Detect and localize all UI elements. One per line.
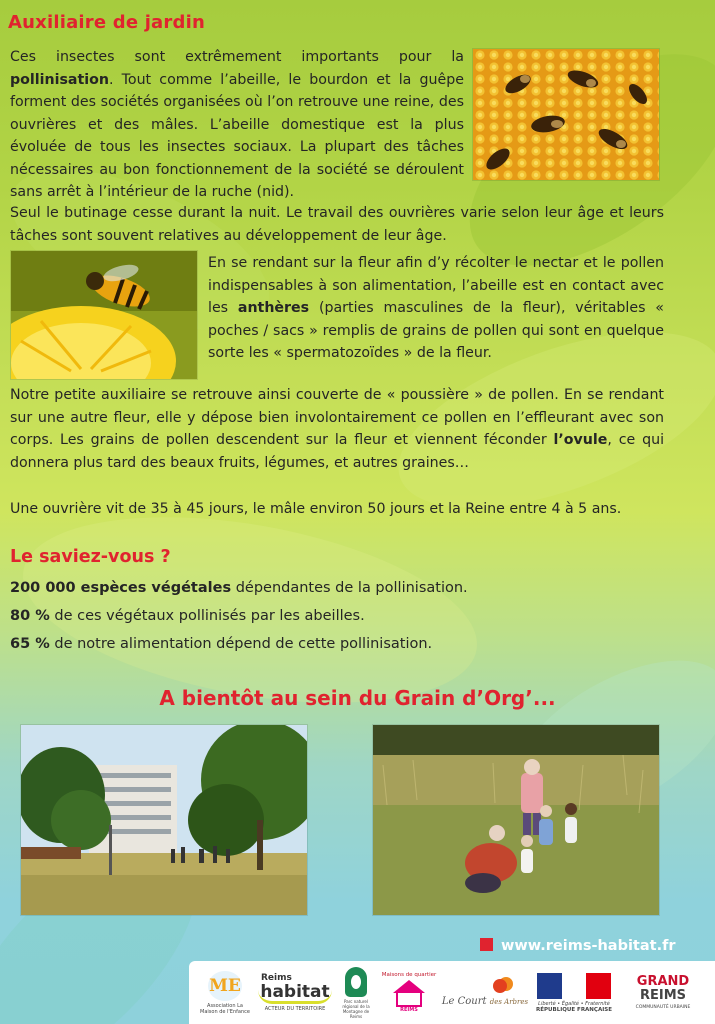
section-title-auxiliaire: Auxiliaire de jardin — [8, 12, 205, 33]
bee-on-flower-photo — [10, 250, 198, 380]
fact-item: 65 % de notre alimentation dépend de cette pollinisation. — [10, 636, 433, 652]
grand-reims-logo: GRAND REIMS COMMUNAUTÉ URBAINE — [635, 973, 691, 1010]
reims-habitat-logo: Reims habitat ACTEUR DU TERRITOIRE — [260, 973, 330, 1012]
fact-item: 200 000 espèces végétales dépendantes de la pollinisation. — [10, 580, 468, 596]
pollen-paragraph: Notre petite auxiliaire se retrouve ainsi couverte de « poussière » de pollen. En se rendant sur une autre fleur, elle y dépose bien involontairement ce pollen en l’effleurant avec son corps. Les grains de pollen descendent sur la fleur et viennent féconder l’ovule, ce qui donnera plus tard des beaux fruits, légumes, et autres graines… — [10, 387, 665, 471]
parc-naturel-logo: Parc naturel régional de la Montagne de Reims — [339, 961, 373, 1024]
republique-francaise-logo: Liberté • Égalité • Fraternité RÉPUBLIQUE FRANÇAISE — [533, 961, 615, 1024]
grain-dorg-heading: A bientôt au sein du Grain d’Org’... — [159, 686, 556, 710]
court-des-arbres-logo: Le Court des Arbres — [445, 961, 525, 1024]
website-link[interactable]: www.reims-habitat.fr — [480, 938, 676, 954]
honeycomb-bees-photo — [472, 48, 660, 181]
park-building-photo — [20, 724, 308, 916]
intro-paragraph: Ces insectes sont extrêmement importants pour la pollinisation. Tout comme l’abeille, le bourdon et la guêpe forment des sociétés organisées où l’on retrouve une reine, des ouvrières et des mâles. L’abeille domestique est la plus évoluée de tous les insectes sociaux. La plupart des tâches nécessaires au bon fonctionnement de la société se déroulent sans arrêt à l’intérieur de la ruche (nid). — [10, 49, 464, 200]
section-title-saviez-vous: Le saviez-vous ? — [10, 547, 171, 567]
butinage-paragraph: Seul le butinage cesse durant la nuit. Le travail des ouvrières varie selon leur âge et leurs tâches sont souvent relatives au développement de leur âge. — [10, 205, 664, 244]
house-icon — [393, 980, 425, 993]
deer-icon — [345, 967, 367, 997]
flower-icon — [493, 979, 507, 993]
fact-item: 80 % de ces végétaux pollinisés par les abeilles. — [10, 608, 365, 624]
lifespan-paragraph: Une ouvrière vit de 35 à 45 jours, le mâle environ 50 jours et la Reine entre 4 à 5 ans. — [10, 501, 622, 517]
marianne-flag-icon — [537, 973, 611, 999]
meadow-children-photo — [372, 724, 660, 916]
maisons-de-quartier-logo: Maisons de quartier REIMS — [381, 972, 437, 1013]
partner-logos-bar — [189, 961, 715, 1024]
maison-enfance-logo: ME Association La Maison de l'Enfance — [197, 961, 253, 1024]
keyword-ovule: l’ovule — [553, 432, 608, 448]
antheres-paragraph: En se rendant sur la fleur afin d’y récolter le nectar et le pollen indispensables à son alimentation, l’abeille est en contact avec les anthères (parties masculines de la fleur), véritables « poches / sacs » remplis de grains de pollen qui sont en quelque sorte les « spermatozoïdes » de la fleur. — [208, 255, 664, 361]
red-square-icon — [480, 938, 493, 951]
keyword-pollinisation: pollinisation — [10, 71, 109, 88]
keyword-antheres: anthères — [237, 300, 310, 316]
